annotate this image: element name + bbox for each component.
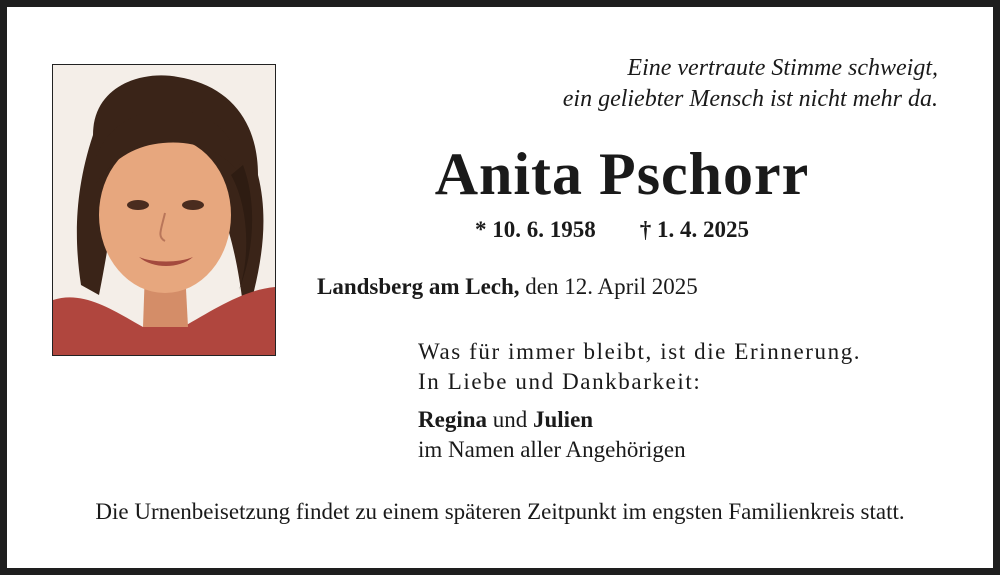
life-dates [407, 215, 817, 245]
place-date-line [317, 272, 698, 302]
place-city: Landsberg am Lech, [317, 274, 520, 299]
death-date: † 1. 4. 2025 [639, 217, 749, 242]
mourners-note: im Namen aller Angehörigen [418, 437, 686, 462]
quote-line-2: In Liebe und Dankbarkeit: [418, 369, 702, 394]
mourner-name-1: Regina [418, 407, 487, 432]
mourner-conjunction: und [492, 407, 528, 432]
burial-notice: Die Urnenbeisetzung findet zu einem späteren Zeitpunkt im engsten Familienkreis statt. [95, 499, 905, 524]
mourner-name-2: Julien [533, 407, 594, 432]
remembrance-quote [418, 337, 861, 397]
mourners-block [418, 405, 686, 465]
deceased-name: Anita Pschorr [434, 141, 810, 207]
birth-date: * 10. 6. 1958 [475, 217, 596, 242]
motto-line-2: ein geliebter Mensch ist nicht mehr da. [562, 86, 938, 112]
place-date: den 12. April 2025 [525, 274, 698, 299]
motto-verse [563, 53, 938, 115]
mourners-names [418, 405, 686, 435]
quote-line-1: Was für immer bleibt, ist die Erinnerung. [418, 339, 862, 364]
motto-line-1: Eine vertraute Stimme schweigt, [627, 55, 938, 81]
portrait-photo [52, 64, 276, 356]
